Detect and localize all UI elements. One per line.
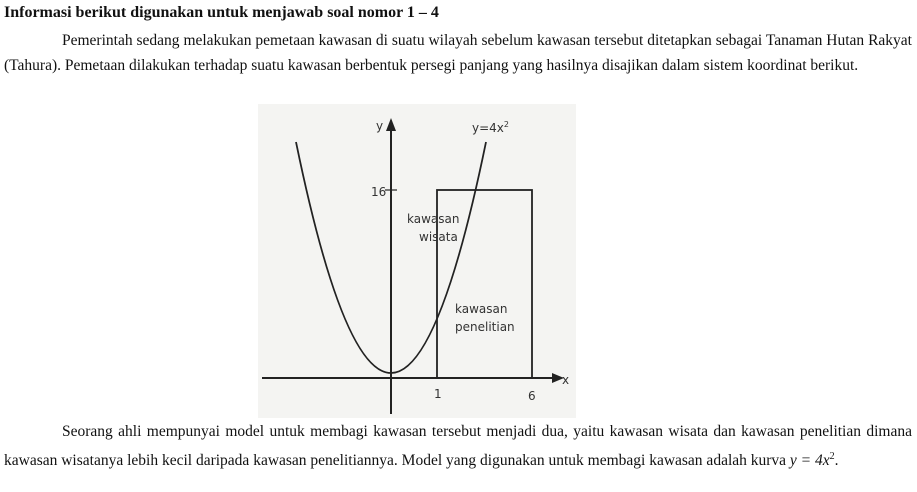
region-wisata-label-line1: kawasan [407,212,460,226]
curve-formula: $y = 4x^2$ [789,451,835,470]
x-tick-label-6: 6 [528,389,536,403]
y-axis-arrow [386,118,396,131]
y-tick-label-16: 16 [371,185,387,199]
x-tick-label-1: 1 [434,387,442,401]
region-penelitian-label-line1: kawasan [455,302,508,316]
coordinate-diagram [258,104,576,418]
model-paragraph-text: Seorang ahli mempunyai model untuk membagi kawasan tersebut menjadi dua, yaitu kawasan wisata dan kawasan penelitian dimana kawasan wisatanya lebih kecil daripada kawasan penelitiannya. Model yang digunakan untuk membagi kawasan adalah kurva [4,423,912,470]
region-wisata-label-line2: wisata [419,230,458,244]
intro-paragraph-text: Pemerintah sedang melakukan pemetaan kawasan di suatu wilayah sebelum kawasan tersebut ditetapkan sebagai Tanaman Hutan Rakyat (Tahura). Pemetaan dilakukan terhadap suatu kawasan berbentuk persegi panjang yang hasilnya disajikan dalam sistem koordinat berikut. [4,32,912,74]
coordinate-figure [258,104,576,418]
model-paragraph [4,419,912,473]
region-penelitian-label-line2: penelitian [455,320,515,334]
intro-paragraph [4,28,912,78]
x-axis-label: x [562,373,570,387]
y-axis-label: y [376,119,384,133]
info-heading: Informasi berikut digunakan untuk menjawab soal nomor 1 – 4 [4,4,439,21]
curve-label: $y=4x^2$ [472,120,509,135]
formula-end: . [834,452,839,470]
